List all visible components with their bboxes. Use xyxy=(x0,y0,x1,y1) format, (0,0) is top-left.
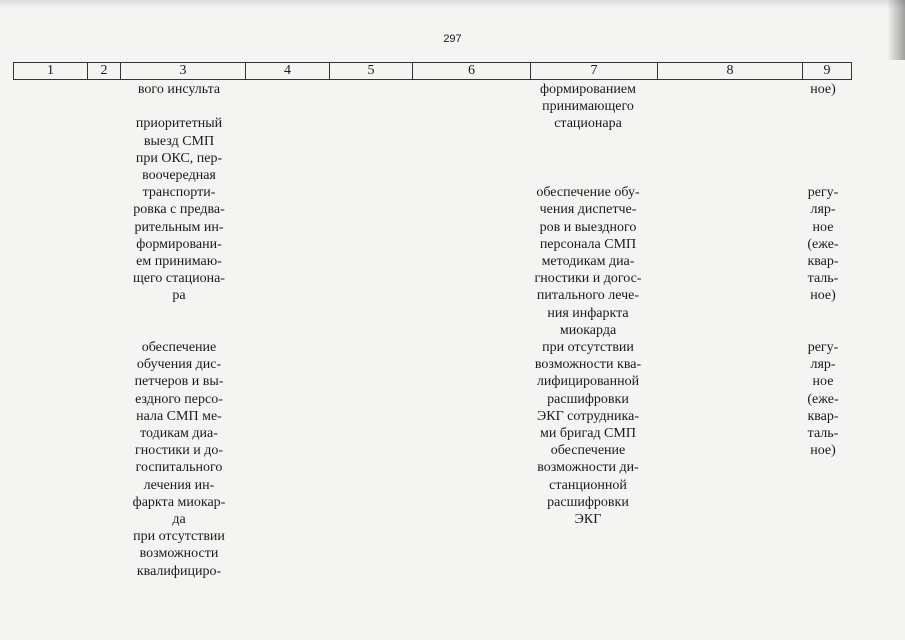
column-number-1: 1 xyxy=(14,63,88,80)
text-line xyxy=(795,150,851,167)
text-line xyxy=(795,115,851,132)
text-line: стационара xyxy=(554,116,622,132)
text-line xyxy=(795,98,851,115)
text-line: ЭКГ сотрудника- xyxy=(537,408,639,424)
column-number-2: 2 xyxy=(88,63,121,80)
text-line: ное) xyxy=(810,82,836,97)
text-line: ровка с предва- xyxy=(133,202,225,218)
text-line: гностики и догос- xyxy=(534,271,642,287)
text-line: ния инфаркта xyxy=(547,305,629,321)
text-line: обучения дис- xyxy=(136,357,222,373)
text-line: да xyxy=(172,512,186,528)
text-line: персонала СМП xyxy=(539,236,637,252)
text-line: обеспечение xyxy=(141,340,217,356)
column-3-text xyxy=(120,81,238,580)
text-line: вого инсульта xyxy=(137,82,221,97)
text-line: квалифициро- xyxy=(136,563,222,579)
column-9-text xyxy=(795,81,851,459)
text-line: ляр- xyxy=(810,202,836,218)
text-line: возможности ква- xyxy=(534,357,642,373)
text-line xyxy=(520,150,656,167)
column-number-3: 3 xyxy=(121,63,246,80)
scan-top-edge xyxy=(0,0,905,8)
text-line xyxy=(520,167,656,184)
text-line: расшифровки xyxy=(547,494,629,510)
text-line: гностики и до- xyxy=(135,443,223,459)
text-line: петчеров и вы- xyxy=(134,374,224,390)
table-column-numbers xyxy=(13,62,852,80)
text-line: нала СМП ме- xyxy=(136,408,222,424)
text-line: ездного персо- xyxy=(135,391,223,407)
column-7-text xyxy=(520,81,656,528)
text-line: ляр- xyxy=(810,357,836,373)
text-line: воочередная xyxy=(142,168,216,184)
text-line: квар- xyxy=(807,408,839,424)
text-line: тодикам диа- xyxy=(140,426,218,442)
text-line: регу- xyxy=(807,340,839,356)
text-line: ное) xyxy=(810,443,836,459)
text-line: обеспечение обу- xyxy=(536,185,640,201)
text-line: госпитального xyxy=(135,460,223,476)
text-line: принимающего xyxy=(542,99,634,115)
text-line xyxy=(795,305,851,322)
page-number: 297 xyxy=(443,33,462,45)
text-line: при ОКС, пер- xyxy=(135,150,223,166)
column-number-9: 9 xyxy=(803,63,852,80)
text-line: питального лече- xyxy=(536,288,640,304)
text-line: возможности xyxy=(139,546,219,562)
text-line: чения диспетче- xyxy=(539,202,637,218)
text-line: возможности ди- xyxy=(537,460,639,476)
text-line: обеспечение xyxy=(550,443,626,459)
text-line: выезд СМП xyxy=(143,133,215,149)
text-line: рительным ин- xyxy=(134,219,224,235)
text-line: щего стациона- xyxy=(133,271,225,287)
text-line: расшифровки xyxy=(547,391,629,407)
text-line: формированием xyxy=(540,82,636,97)
text-line: ра xyxy=(172,288,186,304)
text-line: транспорти- xyxy=(142,185,216,201)
text-line xyxy=(120,322,238,339)
text-line: миокарда xyxy=(559,322,617,338)
text-line: ров и выездного xyxy=(539,219,637,235)
text-line xyxy=(520,133,656,150)
text-line xyxy=(795,133,851,150)
text-line: ное) xyxy=(810,288,836,304)
text-line: квар- xyxy=(807,254,839,270)
text-line: фаркта миокар- xyxy=(132,494,226,510)
text-line: регу- xyxy=(807,185,839,201)
column-number-4: 4 xyxy=(246,63,330,80)
column-number-5: 5 xyxy=(330,63,413,80)
text-line: (еже- xyxy=(807,236,839,252)
column-number-7: 7 xyxy=(531,63,658,80)
text-line: ное xyxy=(812,219,834,235)
text-line: при отсутствии xyxy=(542,340,634,356)
column-number-8: 8 xyxy=(658,63,803,80)
text-line: таль- xyxy=(807,271,839,287)
text-line: приоритетный xyxy=(135,116,223,132)
text-line xyxy=(120,98,238,115)
text-line xyxy=(795,167,851,184)
scan-corner-shadow xyxy=(887,0,905,60)
text-line: ное xyxy=(812,374,834,390)
text-line: (еже- xyxy=(807,391,839,407)
text-line: ми бригад СМП xyxy=(540,426,636,442)
text-line: методикам диа- xyxy=(541,254,635,270)
text-line: таль- xyxy=(807,426,839,442)
text-line: ем принимаю- xyxy=(136,254,222,270)
text-line: при отсутствии xyxy=(133,529,225,545)
text-line: ЭКГ xyxy=(574,512,602,528)
text-line: формировани- xyxy=(136,236,222,252)
text-line: лечения ин- xyxy=(143,477,215,493)
column-number-6: 6 xyxy=(413,63,531,80)
text-line: лифицированной xyxy=(536,374,640,390)
text-line xyxy=(795,322,851,339)
text-line: станционной xyxy=(549,477,627,493)
text-line xyxy=(120,305,238,322)
